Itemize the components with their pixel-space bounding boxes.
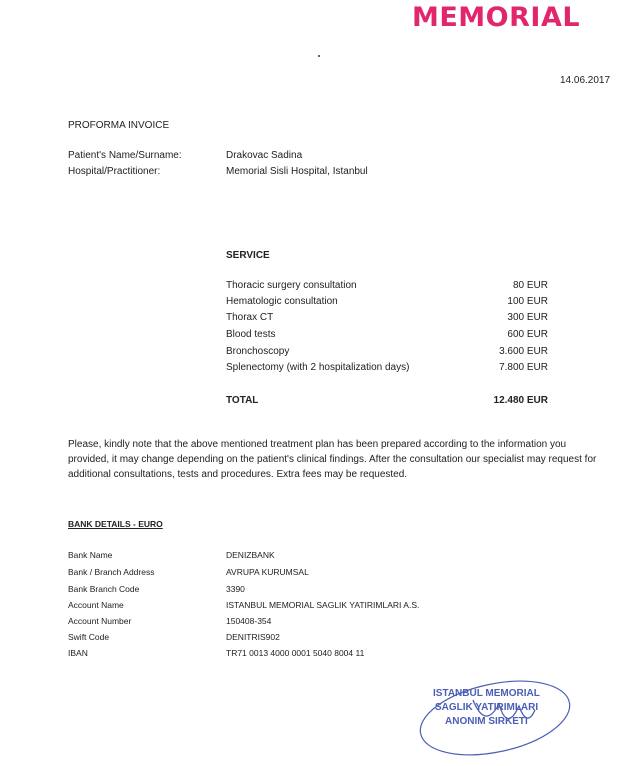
service-price: 7.800 EUR bbox=[499, 362, 548, 373]
service-name: Thorax CT bbox=[226, 312, 274, 323]
bank-label: Bank / Branch Address bbox=[68, 567, 155, 577]
total-value: 12.480 EUR bbox=[493, 395, 548, 406]
service-name: Splenectomy (with 2 hospitalization days) bbox=[226, 362, 410, 373]
service-price: 300 EUR bbox=[507, 312, 548, 323]
stamp-line-3: ANONIM SIRKETI bbox=[445, 716, 528, 727]
service-name: Hematologic consultation bbox=[226, 296, 338, 307]
patient-name-label: Patient's Name/Surname: bbox=[68, 150, 182, 161]
total-label: TOTAL bbox=[226, 395, 259, 406]
patient-name-value: Drakovac Sadina bbox=[226, 150, 303, 161]
service-price: 600 EUR bbox=[507, 329, 548, 340]
bank-value: 150408-354 bbox=[226, 616, 272, 626]
service-heading: SERVICE bbox=[226, 250, 270, 261]
bank-label: Bank Name bbox=[68, 550, 113, 560]
document-title: PROFORMA INVOICE bbox=[68, 120, 170, 131]
treatment-note: Please, kindly note that the above mentioned treatment plan has been prepared according to the information you provided, it may change depending on the patient's clinical findings. After the consultation our specialist may request for additional consultations, tests and procedures. Extra fees may be requested. bbox=[68, 439, 597, 480]
service-name: Blood tests bbox=[226, 329, 276, 340]
service-price: 3.600 EUR bbox=[499, 346, 548, 357]
bank-label: IBAN bbox=[68, 648, 88, 658]
bank-details-heading: BANK DETAILS - EURO bbox=[68, 519, 163, 529]
stamp-line-2: SAGLIK YATIRIMLARI bbox=[435, 702, 539, 713]
bank-value: DENIZBANK bbox=[226, 550, 275, 560]
signature-loop bbox=[415, 670, 575, 760]
bank-value: DENITRIS902 bbox=[226, 632, 280, 642]
company-stamp bbox=[415, 670, 575, 760]
bank-value: 3390 bbox=[226, 584, 245, 594]
service-price: 80 EUR bbox=[512, 280, 548, 291]
bank-label: Bank Branch Code bbox=[68, 584, 140, 594]
bank-label: Account Name bbox=[68, 600, 124, 610]
bank-value: AVRUPA KURUMSAL bbox=[226, 567, 309, 577]
bank-value: ISTANBUL MEMORIAL SAGLIK YATIRIMLARI A.S. bbox=[226, 600, 420, 610]
scan-speck bbox=[318, 55, 320, 57]
hospital-label: Hospital/Practitioner: bbox=[68, 166, 161, 177]
invoice-date: 14.06.2017 bbox=[560, 75, 611, 86]
service-name: Thoracic surgery consultation bbox=[226, 280, 357, 291]
stamp-line-1: ISTANBUL MEMORIAL bbox=[433, 688, 540, 699]
service-price: 100 EUR bbox=[507, 296, 548, 307]
bank-label: Account Number bbox=[68, 616, 132, 626]
bank-label: Swift Code bbox=[68, 632, 110, 642]
bank-value: TR71 0013 4000 0001 5040 8004 11 bbox=[226, 648, 365, 658]
service-name: Bronchoscopy bbox=[226, 346, 290, 357]
hospital-value: Memorial Sisli Hospital, Istanbul bbox=[226, 166, 368, 177]
memorial-logo: MEMORIAL bbox=[412, 2, 581, 33]
